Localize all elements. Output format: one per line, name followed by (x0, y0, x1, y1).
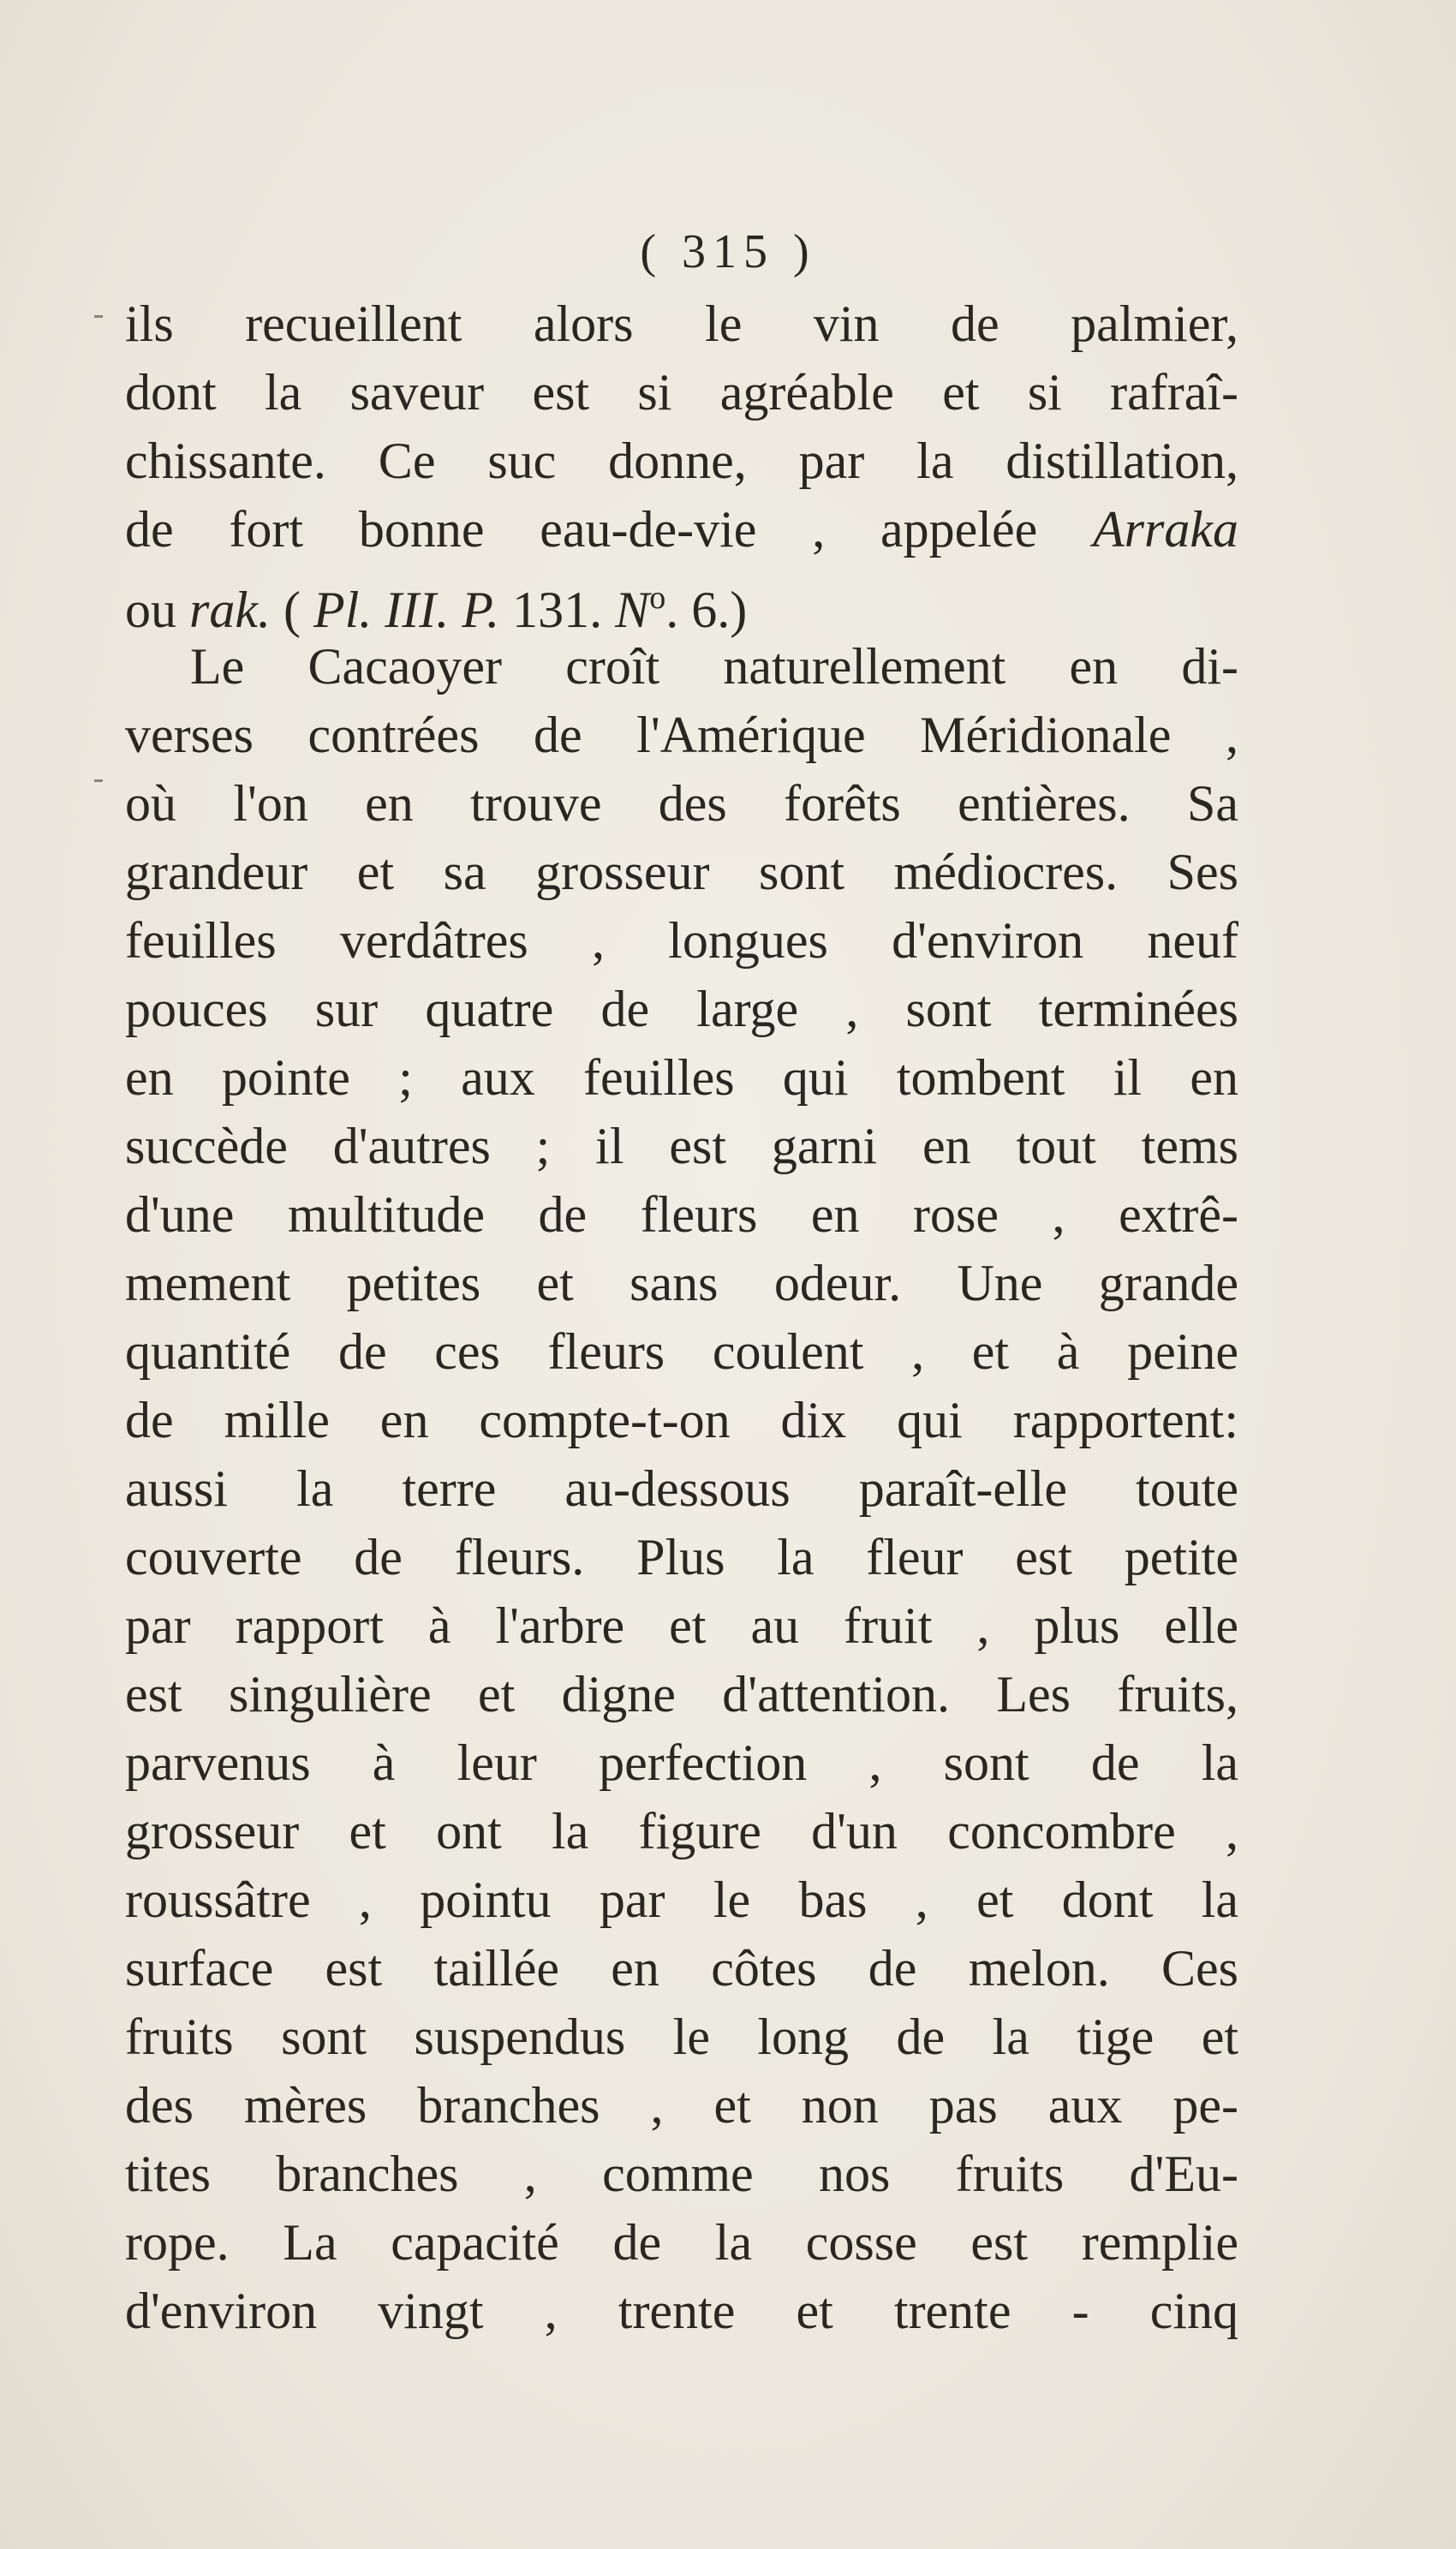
line-text: pouces sur quatre de large , sont terminées (125, 981, 1238, 1037)
line-text: par rapport à l'arbre et au fruit , plus elle (125, 1597, 1238, 1654)
line-text: couverte de fleurs. Plus la fleur est petite (125, 1529, 1238, 1585)
line-text: ( (270, 582, 313, 638)
text-line (125, 1728, 1238, 1797)
line-text: fruits sont suspendus le long de la tige et (125, 2009, 1238, 2065)
line-text: aussi la terre au-dessous paraît-elle toute (125, 1460, 1238, 1517)
text-line (125, 1865, 1238, 1934)
text-line (125, 290, 1238, 358)
line-text: verses contrées de l'Amérique Méridionale , (125, 707, 1238, 763)
line-text: parvenus à leur perfection , sont de la (125, 1734, 1238, 1791)
line-text: grandeur et sa grosseur sont médiocres. Ses (125, 844, 1238, 900)
line-text: roussâtre , pointu par le bas , et dont la (125, 1871, 1238, 1928)
line-text: tites branches , comme nos fruits d'Eu- (125, 2146, 1238, 2202)
text-line (125, 1797, 1238, 1865)
line-text: quantité de ces fleurs coulent , et à peine (125, 1323, 1238, 1380)
superscript-text: o (649, 580, 666, 616)
text-line (125, 1454, 1238, 1523)
line-text: de fort bonne eau-de-vie , appelée (125, 501, 1094, 558)
text-line (125, 1317, 1238, 1386)
text-line (125, 564, 1238, 638)
line-text: surface est taillée en côtes de melon. Ces (125, 1940, 1238, 1997)
line-text: où l'on en trouve des forêts entières. Sa (125, 775, 1238, 832)
text-line (125, 1934, 1238, 2003)
text-line (125, 1043, 1238, 1112)
text-line (125, 1660, 1238, 1728)
line-text: chissante. Ce suc donne, par la distillation, (125, 433, 1238, 489)
text-line (125, 1112, 1238, 1180)
text-line (125, 2140, 1238, 2208)
line-text: dont la saveur est si agréable et si rafraî- (125, 364, 1238, 421)
margin-mark (94, 779, 103, 782)
italic-text: Arraka (1093, 501, 1238, 558)
line-text: mement petites et sans odeur. Une grande (125, 1255, 1238, 1311)
line-text: Le Cacaoyer croît naturellement en di- (190, 638, 1238, 695)
margin-mark (94, 315, 103, 318)
page-number: ( 315 ) (640, 225, 816, 278)
line-text: ils recueillent alors le vin de palmier, (125, 295, 1238, 352)
line-text: en pointe ; aux feuilles qui tombent il en (125, 1049, 1238, 1106)
text-line (125, 495, 1238, 564)
text-line (125, 632, 1238, 701)
text-line (125, 1386, 1238, 1454)
text-line (125, 769, 1238, 838)
text-line (125, 906, 1238, 975)
text-line (125, 358, 1238, 427)
text-line (125, 975, 1238, 1043)
line-text: est singulière et digne d'attention. Les fruits, (125, 1666, 1238, 1722)
text-line (125, 701, 1238, 769)
line-text: grosseur et ont la figure d'un concombre , (125, 1803, 1238, 1860)
line-text: feuilles verdâtres , longues d'environ neuf (125, 912, 1238, 969)
italic-text: N (615, 582, 650, 638)
text-line (125, 838, 1238, 906)
text-line (125, 1249, 1238, 1317)
line-text: de mille en compte-t-on dix qui rapportent: (125, 1392, 1238, 1448)
text-line (125, 2277, 1238, 2345)
line-text: 131. (499, 582, 616, 638)
body-text (125, 290, 1238, 2345)
italic-text: Pl. III. P. (313, 582, 500, 638)
line-text: des mères branches , et non pas aux pe- (125, 2077, 1238, 2134)
line-text: ou (125, 582, 189, 638)
text-line (125, 1523, 1238, 1591)
text-line (125, 1180, 1238, 1249)
text-line (125, 427, 1238, 495)
text-line (125, 2071, 1238, 2140)
line-text: rope. La capacité de la cosse est remplie (125, 2214, 1238, 2271)
text-line (125, 1591, 1238, 1660)
italic-text: rak. (189, 582, 271, 638)
text-line (125, 2003, 1238, 2071)
line-text: . 6.) (665, 582, 748, 638)
line-text: succède d'autres ; il est garni en tout tems (125, 1118, 1238, 1174)
line-text: d'une multitude de fleurs en rose , extrê- (125, 1186, 1238, 1243)
text-line (125, 2208, 1238, 2277)
line-text: d'environ vingt , trente et trente - cinq (125, 2283, 1238, 2339)
